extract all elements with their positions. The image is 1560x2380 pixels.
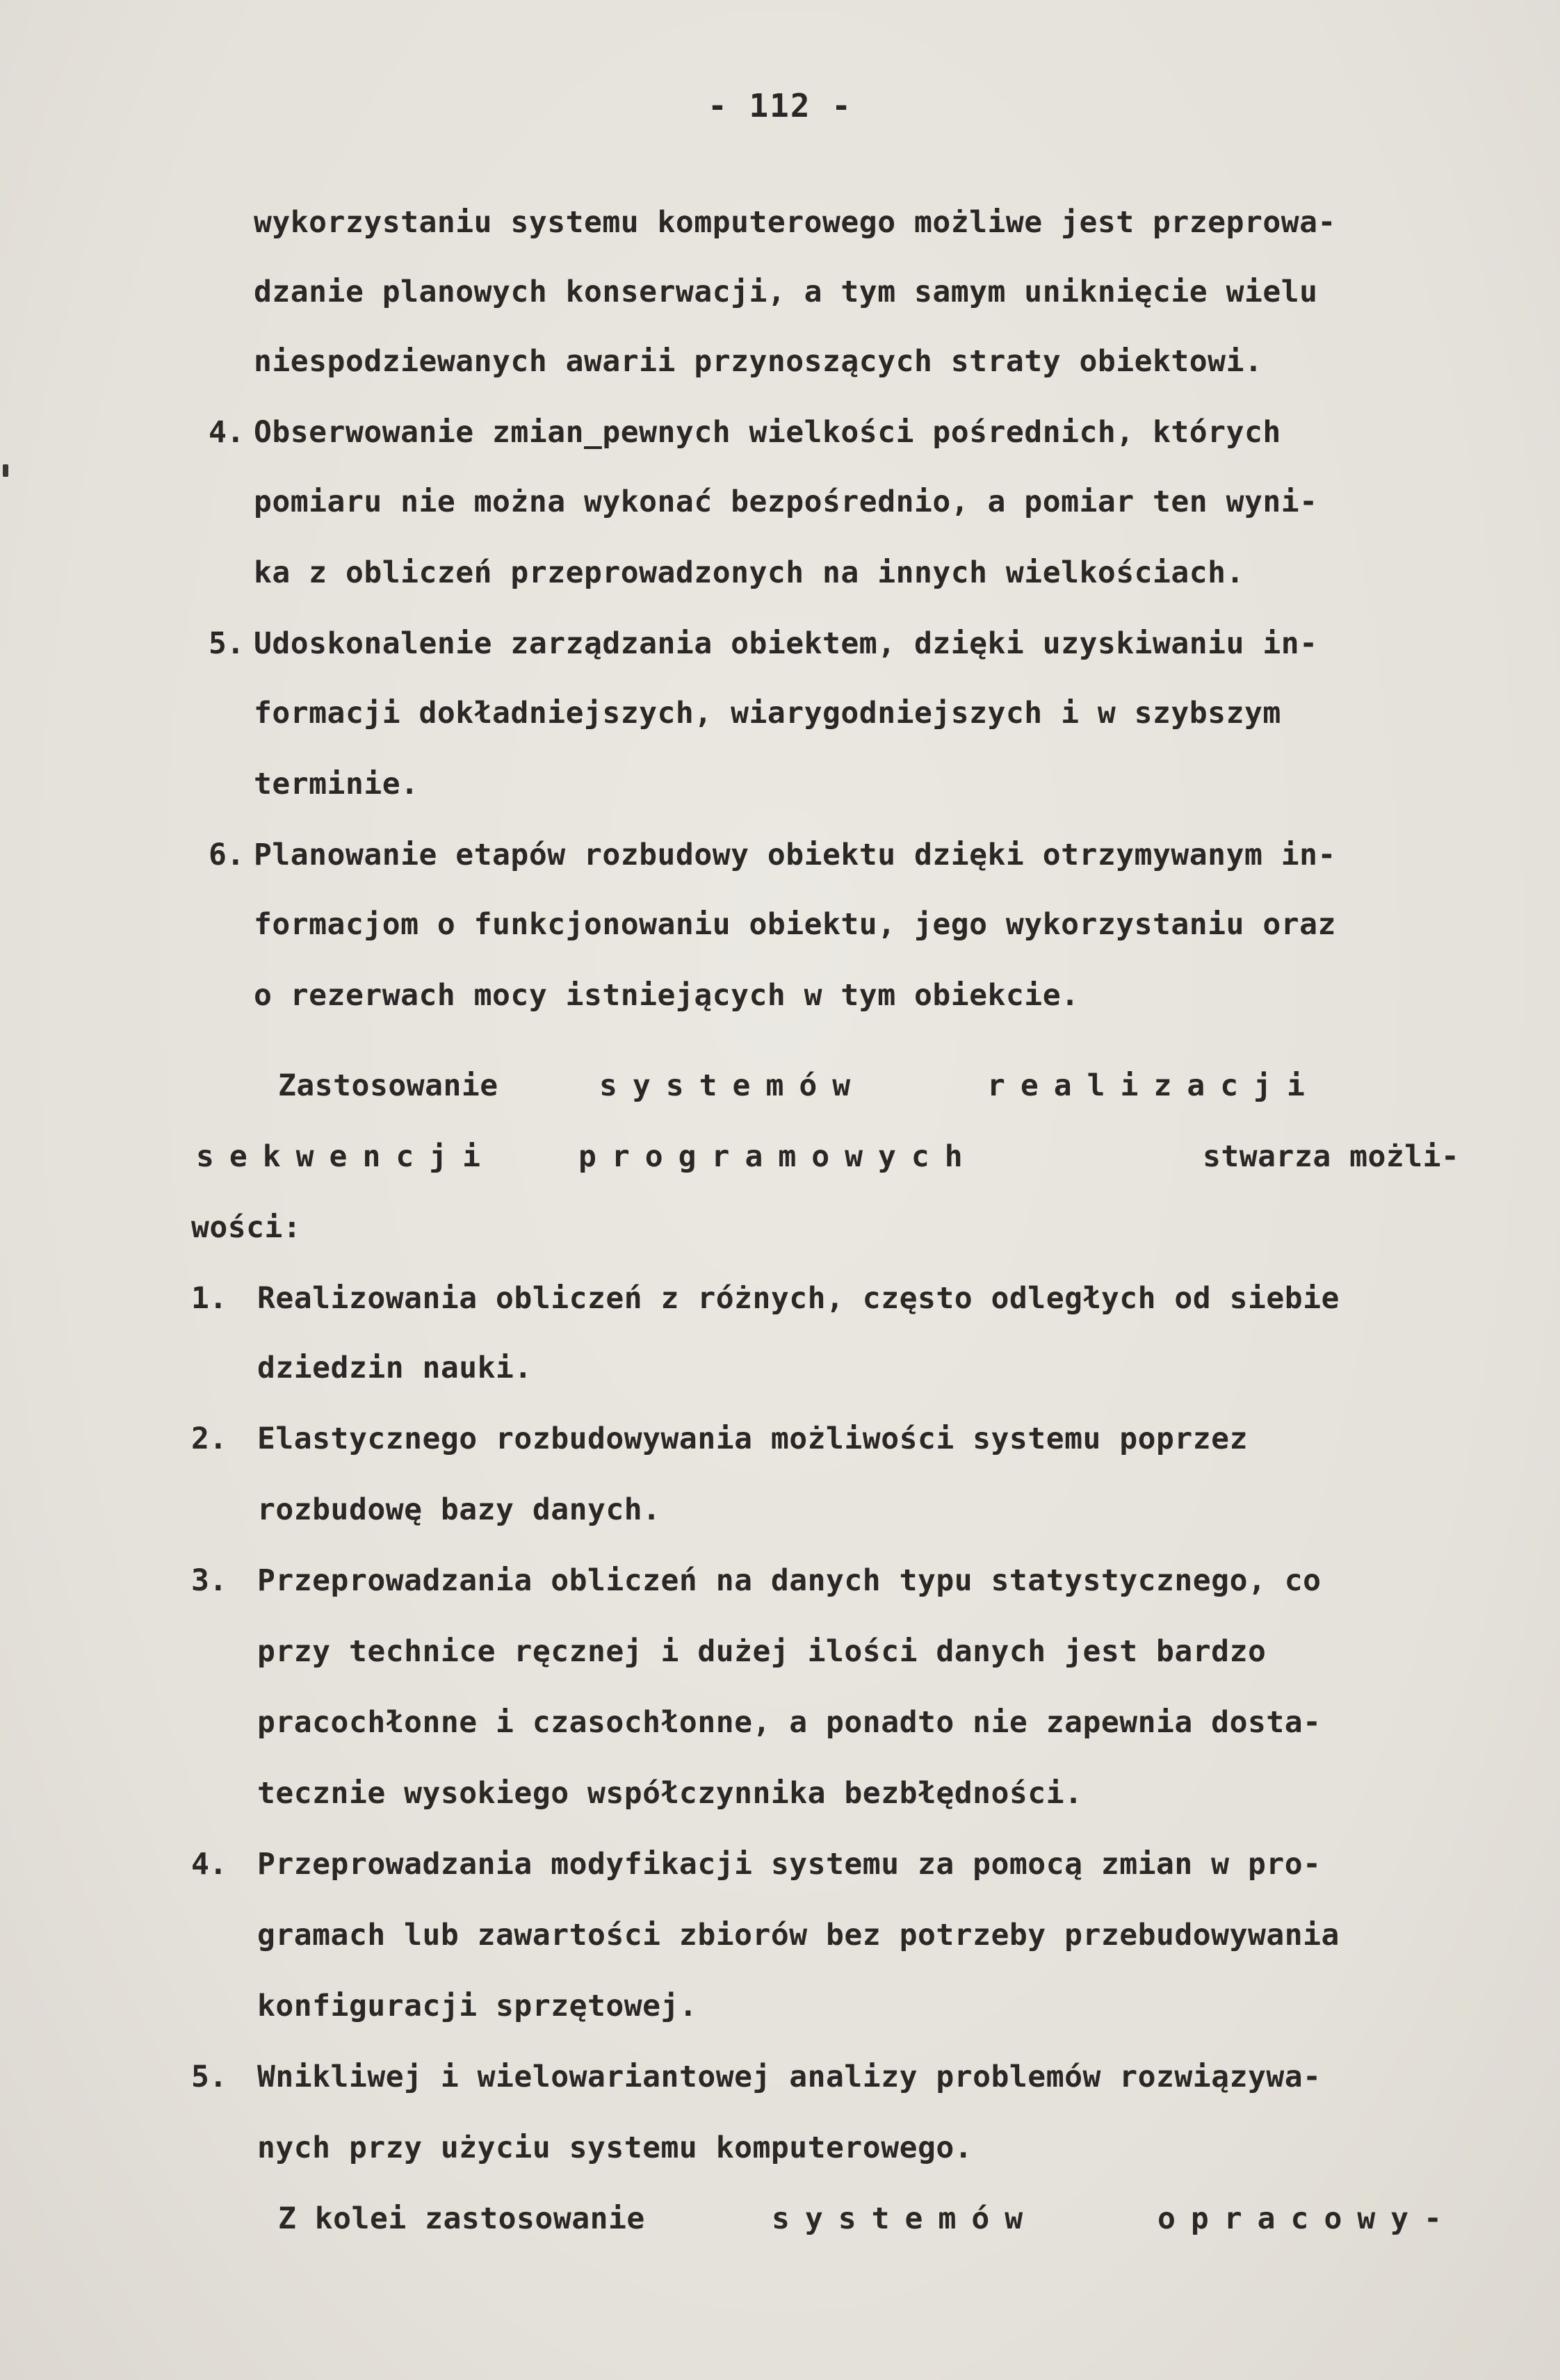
text-line: Obserwowanie zmian_pewnych wielkości pośrednich, których — [254, 415, 1281, 450]
text-line: Elastycznego rozbudowywania możliwości systemu poprzez — [257, 1421, 1248, 1456]
list-number: 5. — [209, 626, 245, 661]
list-number: 6. — [209, 838, 245, 872]
text-line: nych przy użyciu systemu komputerowego. — [257, 2130, 973, 2165]
text-line: wości: — [191, 1210, 302, 1245]
text-line: Przeprowadzania modyfikacji systemu za pomocą zmian w pro- — [257, 1847, 1322, 1882]
list-number: 4. — [209, 415, 245, 450]
text-line: Przeprowadzania obliczeń na danych typu statystycznego, co — [257, 1563, 1322, 1598]
text-line: konfiguracji sprzętowej. — [257, 1989, 698, 2023]
spaced-term: realizacji — [987, 1068, 1320, 1103]
paragraph-start: Z kolei zastosowanie — [278, 2201, 645, 2236]
text-line: przy technice ręcznej i dużej ilości danych jest bardzo — [257, 1634, 1267, 1669]
margin-mark — [3, 464, 8, 477]
list-number: 5. — [191, 2060, 227, 2094]
text-line: Wnikliwej i wielowariantowej analizy problemów rozwiązywa- — [257, 2060, 1322, 2094]
paragraph-start: Zastosowanie — [278, 1068, 498, 1103]
text-line: gramach lub zawartości zbiorów bez potrzeby przebudowywania — [257, 1918, 1340, 1953]
list-number: 4. — [191, 1847, 227, 1882]
text-line: niespodziewanych awarii przynoszących straty obiektowi. — [254, 344, 1263, 379]
text-line: dziedzin nauki. — [257, 1351, 533, 1385]
text-line: Planowanie etapów rozbudowy obiektu dzięki otrzymywanym in- — [254, 838, 1336, 872]
list-number: 2. — [191, 1421, 227, 1456]
text-line: wykorzystaniu systemu komputerowego możliwe jest przeprowa- — [254, 205, 1336, 240]
text-line: ka z obliczeń przeprowadzonych na innych wielkościach. — [254, 555, 1244, 590]
text-line: pracochłonne i czasochłonne, a ponadto nie zapewnia dosta- — [257, 1705, 1322, 1740]
text-line: stwarza możli- — [1203, 1139, 1460, 1174]
spaced-term: systemów — [599, 1068, 866, 1103]
spaced-term: programowych — [578, 1139, 978, 1174]
list-number: 1. — [191, 1281, 227, 1316]
page-number: - 112 - — [708, 87, 852, 124]
text-line: formacjom o funkcjonowaniu obiektu, jego wykorzystaniu oraz — [254, 907, 1336, 942]
text-line: pomiaru nie można wykonać bezpośrednio, a pomiar ten wyni- — [254, 484, 1318, 519]
text-line: rozbudowę bazy danych. — [257, 1492, 661, 1527]
spaced-term: systemów — [772, 2201, 1039, 2236]
text-line: formacji dokładniejszych, wiarygodniejszych i w szybszym — [254, 696, 1281, 731]
text-line: Realizowania obliczeń z różnych, często odległych od siebie — [257, 1281, 1340, 1316]
spaced-term: opracowy- — [1157, 2201, 1457, 2236]
text-line: terminie. — [254, 767, 419, 801]
spaced-term: sekwencji — [196, 1139, 496, 1174]
text-line: Udoskonalenie zarządzania obiektem, dzięki uzyskiwaniu in- — [254, 626, 1318, 661]
text-line: tecznie wysokiego współczynnika bezbłędności. — [257, 1776, 1083, 1811]
list-number: 3. — [191, 1563, 227, 1598]
text-line: o rezerwach mocy istniejących w tym obiekcie. — [254, 978, 1080, 1013]
text-line: dzanie planowych konserwacji, a tym samym uniknięcie wielu — [254, 275, 1318, 309]
